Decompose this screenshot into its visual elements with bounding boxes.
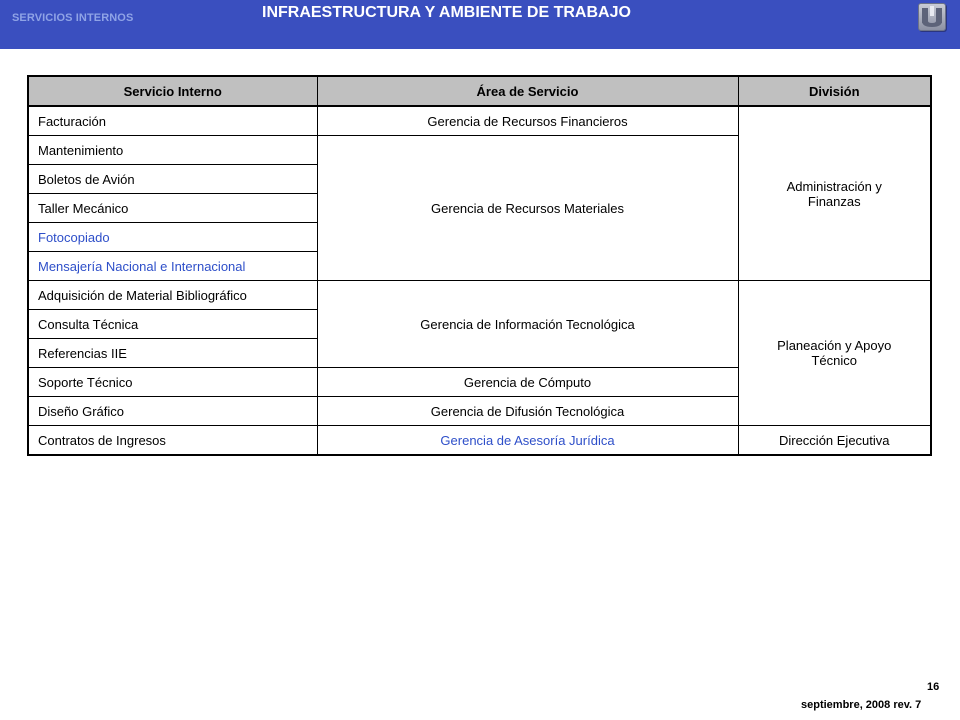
page-number: 16 xyxy=(927,681,940,693)
table-header-row xyxy=(28,76,931,106)
service-cell: Diseño Gráfico xyxy=(28,397,317,426)
services-table xyxy=(27,75,932,456)
footer-date-revision: septiembre, 2008 rev. 7 xyxy=(801,699,922,711)
division-cell: Dirección Ejecutiva xyxy=(738,426,931,456)
table-row xyxy=(28,281,931,310)
service-cell: Boletos de Avión xyxy=(28,165,317,194)
service-cell: Referencias IIE xyxy=(28,339,317,368)
area-cell: Gerencia de Difusión Tecnológica xyxy=(317,397,738,426)
page-title: INFRAESTRUCTURA Y AMBIENTE DE TRABAJO xyxy=(262,4,631,21)
table-row xyxy=(28,426,931,456)
area-cell: Gerencia de Recursos Materiales xyxy=(317,136,738,281)
service-cell: Taller Mecánico xyxy=(28,194,317,223)
area-cell: Gerencia de Asesoría Jurídica xyxy=(317,426,738,456)
column-header-division: División xyxy=(738,76,931,106)
service-cell: Contratos de Ingresos xyxy=(28,426,317,456)
division-cell: Planeación y Apoyo Técnico xyxy=(738,281,931,426)
area-cell: Gerencia de Información Tecnológica xyxy=(317,281,738,368)
area-cell: Gerencia de Cómputo xyxy=(317,368,738,397)
service-cell: Facturación xyxy=(28,106,317,136)
institute-logo-icon xyxy=(918,3,946,31)
column-header-area: Área de Servicio xyxy=(317,76,738,106)
section-label: SERVICIOS INTERNOS xyxy=(12,12,134,24)
column-header-servicio: Servicio Interno xyxy=(28,76,317,106)
service-cell: Fotocopiado xyxy=(28,223,317,252)
service-cell: Mensajería Nacional e Internacional xyxy=(28,252,317,281)
header-bar xyxy=(0,0,960,49)
area-cell: Gerencia de Recursos Financieros xyxy=(317,106,738,136)
service-cell: Mantenimiento xyxy=(28,136,317,165)
service-cell: Soporte Técnico xyxy=(28,368,317,397)
service-cell: Consulta Técnica xyxy=(28,310,317,339)
table-row xyxy=(28,106,931,136)
service-cell: Adquisición de Material Bibliográfico xyxy=(28,281,317,310)
division-cell: Administración y Finanzas xyxy=(738,106,931,281)
